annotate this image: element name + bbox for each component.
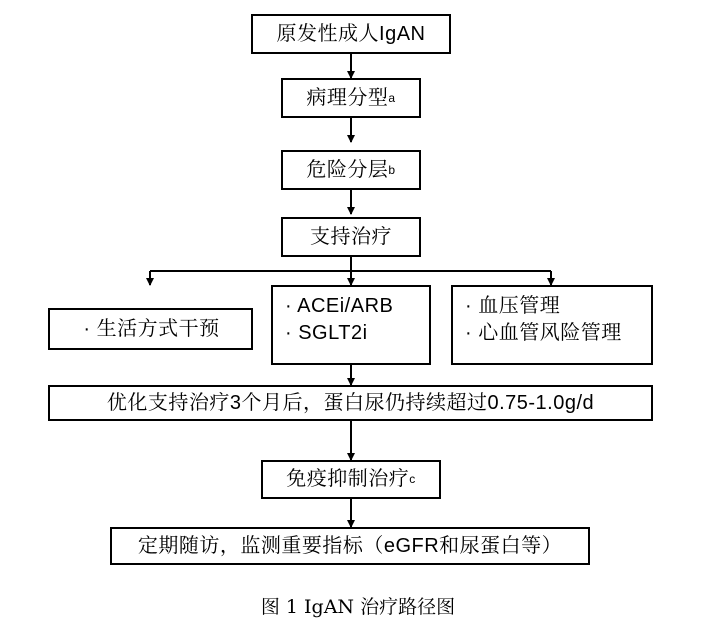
node-superscript: a: [388, 90, 396, 105]
node-proteinuria-threshold[interactable]: [48, 385, 653, 421]
node-acei-arb-sglt2i[interactable]: [271, 285, 431, 365]
node-label: 优化支持治疗3个月后，蛋白尿仍持续超过0.75-1.0g/d: [106, 391, 595, 414]
node-label: 支持治疗: [310, 225, 392, 248]
node-followup-monitoring[interactable]: [110, 527, 590, 565]
node-risk-stratification[interactable]: [281, 150, 421, 190]
node-line: · SGLT2i: [285, 322, 368, 344]
node-label: 危险分层: [306, 158, 389, 181]
node-superscript: b: [388, 162, 396, 177]
node-pathologic-classification[interactable]: [281, 78, 421, 118]
node-label: 定期随访，监测重要指标（eGFR和尿蛋白等）: [137, 534, 563, 557]
node-primary-adult-igan[interactable]: [251, 14, 451, 54]
node-label: 病理分型: [306, 86, 389, 109]
node-line: · ACEi/ARB: [285, 295, 394, 317]
node-bp-cv-risk-management[interactable]: [451, 285, 653, 365]
node-lifestyle-intervention[interactable]: [48, 308, 253, 350]
node-immunosuppressive-therapy[interactable]: [261, 460, 441, 499]
node-superscript: c: [409, 472, 416, 486]
node-label: 原发性成人IgAN: [276, 22, 426, 45]
node-label: 免疫抑制治疗: [286, 468, 410, 490]
figure-caption: 图 1 IgAN 治疗路径图: [260, 596, 456, 618]
node-line: · 心血管风险管理: [465, 322, 622, 344]
node-line: · 血压管理: [465, 295, 561, 317]
node-supportive-therapy[interactable]: [281, 217, 421, 257]
node-line: · 生活方式干预: [83, 317, 220, 340]
